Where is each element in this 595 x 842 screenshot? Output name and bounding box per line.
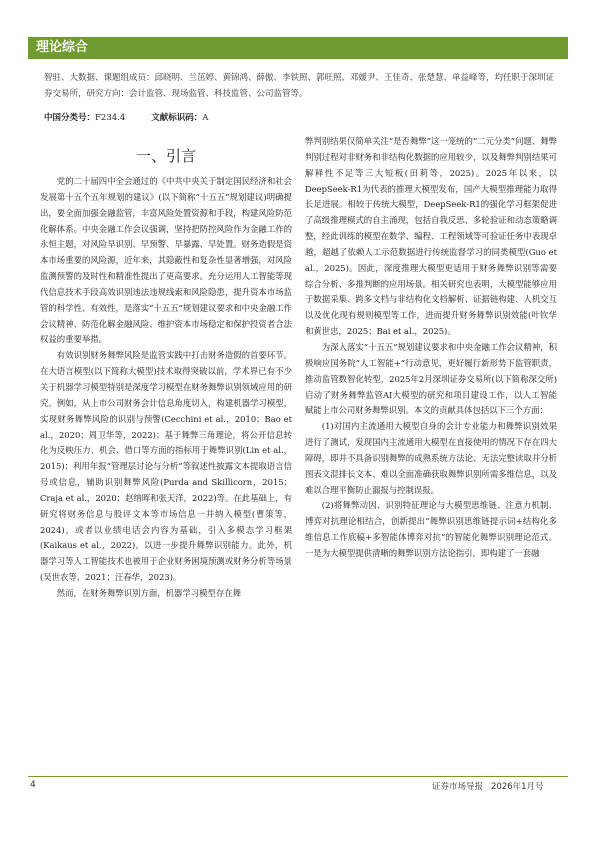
classification-label: 中国分类号： — [44, 113, 96, 123]
paragraph: 有效识别财务舞弊风险是监管实践中打击财务造假的首要环节。在大语言模型(以下简称大模型)技术取得突破以前，学术界已有不少关于机器学习模型特别是深度学习模型在财务舞弊识别领域应用的研究。例如，从上市公司财务会计信息角度切入，构建机器学习模型，实现财务舞弊风险的识别与预警(Cecchini et al.，2010；Bao et al.，2020；周卫华等，2022)；基于舞弊三角理论，将公开信息转化为反映压力、机会、借口等方面的指标用于舞弊识别(Lin et al.，2015)；利用年报“管理层讨论与分析”等叙述性披露文本提取语言信号或信息，辅助识别舞弊风险(Purda and Skillicorn，2015；Craja et al.，2020；赵纳晖和张天洋，2022)等。在此基础上，有研究将财务信息与股评文本等市场信息一并纳入模型(曹策等，2024)，或者以业绩电话会内容为基础，引入多模态学习框架(Kaikaus et al.，2022)，以进一步提升舞弊识别能力。此外，机器学习等人工智能技术也被用于企业财务困境预测或财务分析等场景(吴世农等，2021；汪春华，2023)。 — [40, 350, 292, 583]
paragraph: (1)对国内主流通用大模型自身的会计专业能力和舞弊识别效果进行了测试，发现国内主流通用大模型在直接使用的情况下存在四大障碍，即并不具备识别舞弊的成熟系统方法论、无法完整读取并分析图表文混排长文本、难以全面准确获取舞弊识别所需多维信息，以及难以合理平衡防止漏报与控制误报。 — [305, 421, 557, 495]
paragraph: 然而，在财务舞弊识别方面，机器学习模型存在舞 — [56, 587, 242, 598]
footer-divider — [28, 776, 568, 777]
author-info: 智驻、大数据、课题组成员：邱晓明、兰茁婷、黄锦鸿、薛傲、李铁照、郭旺照、邓媛尹、王佳奇、张楚慧、单益峰等，均任职于深圳证券交易所，研究方向：会计监管、现场监管、科技监管、公司监管等。 — [44, 73, 555, 99]
left-column — [40, 174, 292, 602]
paragraph: 为深入落实“十五五”规划建议要求和中央金融工作会议精神，积极响应国务院“人工智能+”行动意见，更好履行新形势下监管职责，推动监管数智化转型，2025年2月深圳证券交易所(以下简称深交所)启动了财务舞弊监管AI大模型的研究和项目建设工作，以人工智能赋能上市公司财务舞弊识别。本文的贡献具体包括以下三个方面： — [305, 341, 557, 416]
classification-line — [44, 111, 208, 125]
doc-code-value: A — [202, 113, 209, 123]
section-label: 理论综合 — [36, 40, 89, 55]
doc-code-label: 文献标识码： — [151, 113, 203, 123]
paragraph: 弊判别结果仅简单关注“是否舞弊”这一笼统的“二元分类”问题、舞弊判别过程对非财务和非结构化数据的应用较少，以及舞弊判别结果可解释性不足等三大短板(田莉等，2025)。2025年以来，以DeepSeek-R1为代表的推理大模型发布，国产大模型推理能力取得长足进展。相较于传统大模型，DeepSeek-R1的强化学习框架促进了高级推理模式的自主涌现，包括自我反思、多轮验证和动态策略调整，经此训练的模型在数学、编程、工程领域等可验证任务中表现卓越，超越了依赖人工示范数据进行传统监督学习的同类模型(Guo et al.，2025)。因此，深度推理大模型更适用于财务舞弊识别等需要综合分析、多推判断的应用场景。相关研究也表明，大模型能够应用于数据采集、跨多文档与非结构化文档解析、证据链构建、人机交互以及优化现有规则模型等工作，进而提升财务舞弊识别效能(叶钦华和黄世忠，2025；Bai et al.，2025)。 — [305, 136, 557, 337]
classification-value: F234.4 — [95, 113, 126, 123]
section-header-band — [28, 37, 568, 59]
journal-footer — [432, 780, 544, 792]
journal-name: 证券市场导报 — [432, 782, 484, 792]
right-column — [305, 134, 557, 562]
page-number: 4 — [30, 780, 36, 790]
section-title: 一、引言 — [135, 147, 196, 165]
paragraph: (2)将舞弊动因、识别特征理论与大模型思维链、注意力机制、博弈对抗理论相结合，创新提出“舞弊识别思维链提示词+结构化多维信息工作底稿+多智能体博弈对抗”的智能化舞弊识别理论范式。一是为大模型提供清晰的舞弊识别方法论指引，即构建了一套融 — [305, 500, 557, 558]
paragraph: 党的二十届四中全会通过的《中共中央关于制定国民经济和社会发展第十五个五年规划的建议》(以下简称“十五五”规划建议)明确提出，要全面加强金融监管，丰富风险处置资源和手段，构建风险防范化解体系。中央金融工作会议强调，坚持把防控风险作为金融工作的永恒主题，对风险早识别、早预警、早暴露、早处置。财务造假是资本市场重要的风险源，近年来，其隐蔽性和复杂性显著增强，对风险监测预警的及时性和精准性提出了更高要求。充分运用人工智能等现代信息技术手段高效识别违法违规线索和风险隐患，提升资本市场监管的科学性、有效性，是落实“十五五”规划建议要求和中央金融工作会议精神、防范化解金融风险、维护资本市场稳定和保护投资者合法权益的重要举措。 — [40, 176, 292, 345]
journal-issue: 2026年1月号 — [491, 782, 544, 792]
